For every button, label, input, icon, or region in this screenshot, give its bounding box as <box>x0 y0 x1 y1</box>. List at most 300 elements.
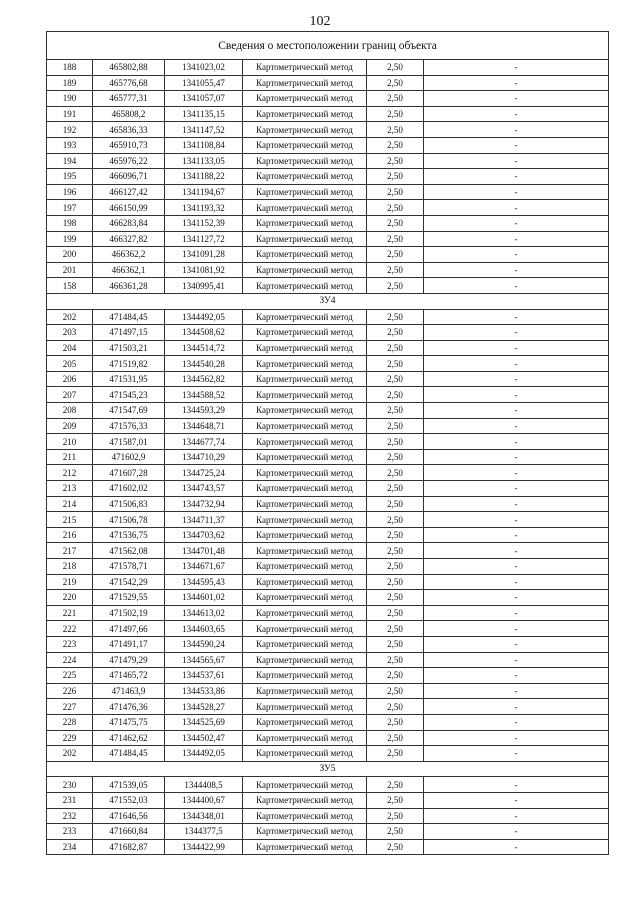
method-cell: Картометрический метод <box>243 792 367 808</box>
point-number-cell: 218 <box>47 559 93 575</box>
note-cell: - <box>424 418 609 434</box>
y-coordinate-cell: 1344703,62 <box>165 527 243 543</box>
point-number-cell: 197 <box>47 200 93 216</box>
point-number-cell: 196 <box>47 184 93 200</box>
y-coordinate-cell: 1344743,57 <box>165 481 243 497</box>
y-coordinate-cell: 1344590,24 <box>165 636 243 652</box>
point-number-cell: 200 <box>47 247 93 263</box>
x-coordinate-cell: 471682,87 <box>93 839 165 855</box>
y-coordinate-cell: 1341133,05 <box>165 153 243 169</box>
point-number-cell: 209 <box>47 418 93 434</box>
point-number-cell: 222 <box>47 621 93 637</box>
accuracy-cell: 2,50 <box>367 278 424 294</box>
method-cell: Картометрический метод <box>243 434 367 450</box>
table-row <box>47 699 609 715</box>
table-row <box>47 746 609 762</box>
x-coordinate-cell: 471602,9 <box>93 449 165 465</box>
point-number-cell: 234 <box>47 839 93 855</box>
table-title: Сведения о местоположении границ объекта <box>47 32 609 60</box>
table-row <box>47 792 609 808</box>
point-number-cell: 220 <box>47 590 93 606</box>
point-number-cell: 232 <box>47 808 93 824</box>
note-cell: - <box>424 169 609 185</box>
point-number-cell: 204 <box>47 340 93 356</box>
x-coordinate-cell: 465808,2 <box>93 106 165 122</box>
table-row <box>47 387 609 403</box>
note-cell: - <box>424 153 609 169</box>
y-coordinate-cell: 1344710,29 <box>165 449 243 465</box>
table-row <box>47 824 609 840</box>
point-number-cell: 227 <box>47 699 93 715</box>
note-cell: - <box>424 325 609 341</box>
accuracy-cell: 2,50 <box>367 512 424 528</box>
y-coordinate-cell: 1344648,71 <box>165 418 243 434</box>
table-row <box>47 574 609 590</box>
accuracy-cell: 2,50 <box>367 418 424 434</box>
point-number-cell: 189 <box>47 75 93 91</box>
y-coordinate-cell: 1341152,39 <box>165 215 243 231</box>
note-cell: - <box>424 200 609 216</box>
y-coordinate-cell: 1344508,62 <box>165 325 243 341</box>
table-row <box>47 169 609 185</box>
method-cell: Картометрический метод <box>243 465 367 481</box>
x-coordinate-cell: 471465,72 <box>93 668 165 684</box>
point-number-cell: 231 <box>47 792 93 808</box>
table-row <box>47 75 609 91</box>
x-coordinate-cell: 466361,28 <box>93 278 165 294</box>
accuracy-cell: 2,50 <box>367 792 424 808</box>
accuracy-cell: 2,50 <box>367 403 424 419</box>
x-coordinate-cell: 471476,36 <box>93 699 165 715</box>
accuracy-cell: 2,50 <box>367 215 424 231</box>
table-row <box>47 403 609 419</box>
accuracy-cell: 2,50 <box>367 91 424 107</box>
note-cell: - <box>424 91 609 107</box>
point-number-cell: 230 <box>47 777 93 793</box>
method-cell: Картометрический метод <box>243 621 367 637</box>
x-coordinate-cell: 465836,33 <box>93 122 165 138</box>
y-coordinate-cell: 1344502,47 <box>165 730 243 746</box>
point-number-cell: 217 <box>47 543 93 559</box>
accuracy-cell: 2,50 <box>367 356 424 372</box>
method-cell: Картометрический метод <box>243 481 367 497</box>
x-coordinate-cell: 471552,03 <box>93 792 165 808</box>
y-coordinate-cell: 1344701,48 <box>165 543 243 559</box>
table-row <box>47 200 609 216</box>
point-number-cell: 190 <box>47 91 93 107</box>
y-coordinate-cell: 1341188,22 <box>165 169 243 185</box>
accuracy-cell: 2,50 <box>367 434 424 450</box>
table-row <box>47 418 609 434</box>
point-number-cell: 192 <box>47 122 93 138</box>
method-cell: Картометрический метод <box>243 496 367 512</box>
note-cell: - <box>424 340 609 356</box>
method-cell: Картометрический метод <box>243 668 367 684</box>
x-coordinate-cell: 471497,15 <box>93 325 165 341</box>
y-coordinate-cell: 1341135,15 <box>165 106 243 122</box>
y-coordinate-cell: 1344492,05 <box>165 309 243 325</box>
accuracy-cell: 2,50 <box>367 543 424 559</box>
x-coordinate-cell: 471602,02 <box>93 481 165 497</box>
note-cell: - <box>424 75 609 91</box>
accuracy-cell: 2,50 <box>367 122 424 138</box>
x-coordinate-cell: 471484,45 <box>93 746 165 762</box>
y-coordinate-cell: 1344400,67 <box>165 792 243 808</box>
point-number-cell: 198 <box>47 215 93 231</box>
x-coordinate-cell: 471660,84 <box>93 824 165 840</box>
table-row <box>47 371 609 387</box>
method-cell: Картометрический метод <box>243 75 367 91</box>
table-row <box>47 839 609 855</box>
point-number-cell: 223 <box>47 636 93 652</box>
accuracy-cell: 2,50 <box>367 808 424 824</box>
note-cell: - <box>424 512 609 528</box>
method-cell: Картометрический метод <box>243 215 367 231</box>
y-coordinate-cell: 1344528,27 <box>165 699 243 715</box>
method-cell: Картометрический метод <box>243 590 367 606</box>
point-number-cell: 214 <box>47 496 93 512</box>
y-coordinate-cell: 1344533,86 <box>165 683 243 699</box>
note-cell: - <box>424 403 609 419</box>
y-coordinate-cell: 1341055,47 <box>165 75 243 91</box>
method-cell: Картометрический метод <box>243 278 367 294</box>
table-row <box>47 621 609 637</box>
section-label: ЗУ5 <box>47 761 609 777</box>
point-number-cell: 205 <box>47 356 93 372</box>
y-coordinate-cell: 1341108,84 <box>165 137 243 153</box>
x-coordinate-cell: 466150,99 <box>93 200 165 216</box>
table-row <box>47 449 609 465</box>
y-coordinate-cell: 1344562,82 <box>165 371 243 387</box>
table-row <box>47 309 609 325</box>
accuracy-cell: 2,50 <box>367 449 424 465</box>
note-cell: - <box>424 792 609 808</box>
y-coordinate-cell: 1344348,01 <box>165 808 243 824</box>
accuracy-cell: 2,50 <box>367 387 424 403</box>
method-cell: Картометрический метод <box>243 387 367 403</box>
accuracy-cell: 2,50 <box>367 200 424 216</box>
accuracy-cell: 2,50 <box>367 777 424 793</box>
y-coordinate-cell: 1341193,32 <box>165 200 243 216</box>
y-coordinate-cell: 1340995,41 <box>165 278 243 294</box>
method-cell: Картометрический метод <box>243 60 367 76</box>
note-cell: - <box>424 824 609 840</box>
y-coordinate-cell: 1344732,94 <box>165 496 243 512</box>
table-row <box>47 137 609 153</box>
x-coordinate-cell: 471587,01 <box>93 434 165 450</box>
accuracy-cell: 2,50 <box>367 169 424 185</box>
y-coordinate-cell: 1344725,24 <box>165 465 243 481</box>
table-row <box>47 730 609 746</box>
table-row <box>47 481 609 497</box>
table-row <box>47 106 609 122</box>
method-cell: Картометрический метод <box>243 699 367 715</box>
boundary-table <box>46 31 609 855</box>
x-coordinate-cell: 471539,05 <box>93 777 165 793</box>
point-number-cell: 233 <box>47 824 93 840</box>
method-cell: Картометрический метод <box>243 636 367 652</box>
note-cell: - <box>424 839 609 855</box>
point-number-cell: 188 <box>47 60 93 76</box>
note-cell: - <box>424 122 609 138</box>
x-coordinate-cell: 471547,69 <box>93 403 165 419</box>
x-coordinate-cell: 471576,33 <box>93 418 165 434</box>
note-cell: - <box>424 434 609 450</box>
accuracy-cell: 2,50 <box>367 574 424 590</box>
note-cell: - <box>424 262 609 278</box>
accuracy-cell: 2,50 <box>367 839 424 855</box>
method-cell: Картометрический метод <box>243 683 367 699</box>
accuracy-cell: 2,50 <box>367 481 424 497</box>
method-cell: Картометрический метод <box>243 824 367 840</box>
note-cell: - <box>424 496 609 512</box>
x-coordinate-cell: 471475,75 <box>93 714 165 730</box>
y-coordinate-cell: 1344595,43 <box>165 574 243 590</box>
y-coordinate-cell: 1344537,61 <box>165 668 243 684</box>
point-number-cell: 229 <box>47 730 93 746</box>
method-cell: Картометрический метод <box>243 231 367 247</box>
point-number-cell: 199 <box>47 231 93 247</box>
method-cell: Картометрический метод <box>243 418 367 434</box>
method-cell: Картометрический метод <box>243 137 367 153</box>
method-cell: Картометрический метод <box>243 730 367 746</box>
table-row <box>47 605 609 621</box>
point-number-cell: 207 <box>47 387 93 403</box>
table-row <box>47 231 609 247</box>
point-number-cell: 226 <box>47 683 93 699</box>
x-coordinate-cell: 471497,66 <box>93 621 165 637</box>
x-coordinate-cell: 471646,56 <box>93 808 165 824</box>
y-coordinate-cell: 1341023,02 <box>165 60 243 76</box>
y-coordinate-cell: 1344613,02 <box>165 605 243 621</box>
point-number-cell: 211 <box>47 449 93 465</box>
section-label: ЗУ4 <box>47 293 609 309</box>
section-header-row <box>47 761 609 777</box>
point-number-cell: 193 <box>47 137 93 153</box>
accuracy-cell: 2,50 <box>367 106 424 122</box>
y-coordinate-cell: 1344711,37 <box>165 512 243 528</box>
x-coordinate-cell: 466096,71 <box>93 169 165 185</box>
note-cell: - <box>424 652 609 668</box>
table-row <box>47 668 609 684</box>
note-cell: - <box>424 636 609 652</box>
accuracy-cell: 2,50 <box>367 465 424 481</box>
y-coordinate-cell: 1344565,67 <box>165 652 243 668</box>
method-cell: Картометрический метод <box>243 340 367 356</box>
accuracy-cell: 2,50 <box>367 75 424 91</box>
note-cell: - <box>424 449 609 465</box>
method-cell: Картометрический метод <box>243 512 367 528</box>
accuracy-cell: 2,50 <box>367 137 424 153</box>
x-coordinate-cell: 466362,2 <box>93 247 165 263</box>
x-coordinate-cell: 471503,21 <box>93 340 165 356</box>
note-cell: - <box>424 106 609 122</box>
accuracy-cell: 2,50 <box>367 652 424 668</box>
table-row <box>47 590 609 606</box>
note-cell: - <box>424 668 609 684</box>
table-row <box>47 714 609 730</box>
point-number-cell: 202 <box>47 746 93 762</box>
table-row <box>47 512 609 528</box>
y-coordinate-cell: 1344422,99 <box>165 839 243 855</box>
note-cell: - <box>424 730 609 746</box>
y-coordinate-cell: 1344677,74 <box>165 434 243 450</box>
method-cell: Картометрический метод <box>243 122 367 138</box>
point-number-cell: 158 <box>47 278 93 294</box>
table-row <box>47 340 609 356</box>
method-cell: Картометрический метод <box>243 839 367 855</box>
accuracy-cell: 2,50 <box>367 621 424 637</box>
accuracy-cell: 2,50 <box>367 496 424 512</box>
table-title-row <box>47 32 609 60</box>
note-cell: - <box>424 465 609 481</box>
point-number-cell: 203 <box>47 325 93 341</box>
table-row <box>47 278 609 294</box>
point-number-cell: 216 <box>47 527 93 543</box>
accuracy-cell: 2,50 <box>367 309 424 325</box>
note-cell: - <box>424 527 609 543</box>
table-row <box>47 325 609 341</box>
x-coordinate-cell: 471529,55 <box>93 590 165 606</box>
method-cell: Картометрический метод <box>243 527 367 543</box>
point-number-cell: 215 <box>47 512 93 528</box>
note-cell: - <box>424 481 609 497</box>
y-coordinate-cell: 1341091,28 <box>165 247 243 263</box>
method-cell: Картометрический метод <box>243 371 367 387</box>
table-row <box>47 559 609 575</box>
method-cell: Картометрический метод <box>243 309 367 325</box>
note-cell: - <box>424 543 609 559</box>
table-row <box>47 496 609 512</box>
y-coordinate-cell: 1344514,72 <box>165 340 243 356</box>
accuracy-cell: 2,50 <box>367 590 424 606</box>
accuracy-cell: 2,50 <box>367 668 424 684</box>
point-number-cell: 212 <box>47 465 93 481</box>
note-cell: - <box>424 808 609 824</box>
x-coordinate-cell: 466362,1 <box>93 262 165 278</box>
x-coordinate-cell: 471562,08 <box>93 543 165 559</box>
note-cell: - <box>424 215 609 231</box>
x-coordinate-cell: 465776,68 <box>93 75 165 91</box>
method-cell: Картометрический метод <box>243 200 367 216</box>
note-cell: - <box>424 60 609 76</box>
accuracy-cell: 2,50 <box>367 559 424 575</box>
x-coordinate-cell: 465910,73 <box>93 137 165 153</box>
point-number-cell: 191 <box>47 106 93 122</box>
note-cell: - <box>424 559 609 575</box>
x-coordinate-cell: 471502,19 <box>93 605 165 621</box>
note-cell: - <box>424 590 609 606</box>
method-cell: Картометрический метод <box>243 777 367 793</box>
y-coordinate-cell: 1344377,5 <box>165 824 243 840</box>
method-cell: Картометрический метод <box>243 449 367 465</box>
method-cell: Картометрический метод <box>243 356 367 372</box>
note-cell: - <box>424 247 609 263</box>
table-row <box>47 527 609 543</box>
note-cell: - <box>424 746 609 762</box>
method-cell: Картометрический метод <box>243 184 367 200</box>
accuracy-cell: 2,50 <box>367 247 424 263</box>
method-cell: Картометрический метод <box>243 746 367 762</box>
point-number-cell: 225 <box>47 668 93 684</box>
note-cell: - <box>424 309 609 325</box>
y-coordinate-cell: 1344408,5 <box>165 777 243 793</box>
note-cell: - <box>424 356 609 372</box>
point-number-cell: 210 <box>47 434 93 450</box>
point-number-cell: 206 <box>47 371 93 387</box>
x-coordinate-cell: 471519,82 <box>93 356 165 372</box>
table-row <box>47 215 609 231</box>
table-row <box>47 60 609 76</box>
x-coordinate-cell: 466127,42 <box>93 184 165 200</box>
y-coordinate-cell: 1344525,69 <box>165 714 243 730</box>
accuracy-cell: 2,50 <box>367 60 424 76</box>
x-coordinate-cell: 471545,23 <box>93 387 165 403</box>
method-cell: Картометрический метод <box>243 808 367 824</box>
table-row <box>47 636 609 652</box>
y-coordinate-cell: 1341147,52 <box>165 122 243 138</box>
method-cell: Картометрический метод <box>243 247 367 263</box>
x-coordinate-cell: 471506,78 <box>93 512 165 528</box>
point-number-cell: 224 <box>47 652 93 668</box>
y-coordinate-cell: 1344601,02 <box>165 590 243 606</box>
note-cell: - <box>424 574 609 590</box>
note-cell: - <box>424 278 609 294</box>
x-coordinate-cell: 466283,84 <box>93 215 165 231</box>
x-coordinate-cell: 471578,71 <box>93 559 165 575</box>
table-row <box>47 184 609 200</box>
accuracy-cell: 2,50 <box>367 746 424 762</box>
method-cell: Картометрический метод <box>243 605 367 621</box>
method-cell: Картометрический метод <box>243 559 367 575</box>
note-cell: - <box>424 137 609 153</box>
method-cell: Картометрический метод <box>243 652 367 668</box>
x-coordinate-cell: 471542,29 <box>93 574 165 590</box>
accuracy-cell: 2,50 <box>367 683 424 699</box>
y-coordinate-cell: 1341194,67 <box>165 184 243 200</box>
x-coordinate-cell: 471506,83 <box>93 496 165 512</box>
accuracy-cell: 2,50 <box>367 636 424 652</box>
method-cell: Картометрический метод <box>243 91 367 107</box>
table-row <box>47 262 609 278</box>
y-coordinate-cell: 1341081,92 <box>165 262 243 278</box>
method-cell: Картометрический метод <box>243 714 367 730</box>
y-coordinate-cell: 1341127,72 <box>165 231 243 247</box>
accuracy-cell: 2,50 <box>367 153 424 169</box>
page-number: 102 <box>309 14 331 29</box>
accuracy-cell: 2,50 <box>367 325 424 341</box>
accuracy-cell: 2,50 <box>367 371 424 387</box>
table-row <box>47 543 609 559</box>
x-coordinate-cell: 471463,9 <box>93 683 165 699</box>
point-number-cell: 208 <box>47 403 93 419</box>
method-cell: Картометрический метод <box>243 153 367 169</box>
y-coordinate-cell: 1341057,07 <box>165 91 243 107</box>
table-row <box>47 652 609 668</box>
point-number-cell: 228 <box>47 714 93 730</box>
method-cell: Картометрический метод <box>243 262 367 278</box>
note-cell: - <box>424 699 609 715</box>
accuracy-cell: 2,50 <box>367 184 424 200</box>
note-cell: - <box>424 683 609 699</box>
x-coordinate-cell: 471462,62 <box>93 730 165 746</box>
x-coordinate-cell: 465976,22 <box>93 153 165 169</box>
x-coordinate-cell: 471536,75 <box>93 527 165 543</box>
method-cell: Картометрический метод <box>243 543 367 559</box>
accuracy-cell: 2,50 <box>367 730 424 746</box>
accuracy-cell: 2,50 <box>367 231 424 247</box>
accuracy-cell: 2,50 <box>367 824 424 840</box>
